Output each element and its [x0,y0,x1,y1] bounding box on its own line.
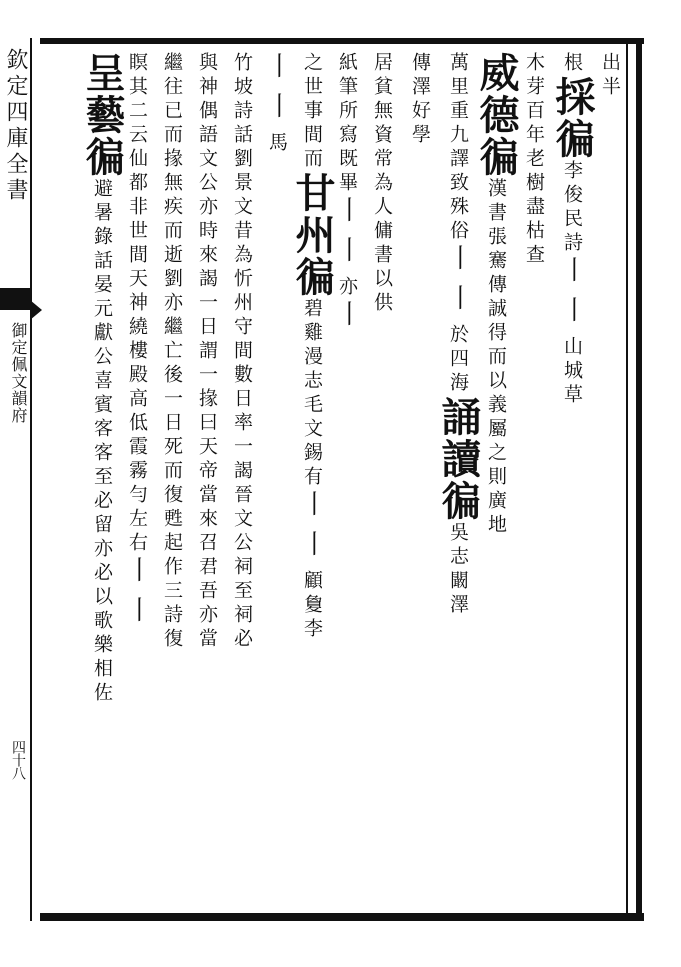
repeat-mark: 丨丨 [122,556,152,636]
headword: 徧 [79,136,126,178]
headword: 讀 [435,438,482,480]
text-column [222,52,262,910]
text-column [435,52,482,910]
text-column [289,52,336,910]
note-text: 居貧無資常為人傭書以供 [371,52,393,316]
fishtail-block [0,288,30,310]
headword: 誦 [435,396,482,438]
text-column [117,52,157,910]
repeat-mark: 丨丨 [262,52,292,132]
margin-rule [30,38,32,921]
headword: 州 [289,214,336,256]
frame-right-border [636,38,642,921]
text-column [473,52,520,910]
note-text: 山城草 [561,336,583,408]
text-column [79,52,126,910]
text-column [257,52,297,910]
note-text: 木芽百年老樹盡枯查 [523,52,545,268]
headword: 採 [549,76,596,118]
note-text: 吳志闞澤 [447,522,469,618]
repeat-mark: 丨丨 [297,490,327,570]
note-text: 碧雞漫志毛文錫有 [301,298,323,490]
text-column [362,52,402,910]
note-text: 漢書張騫傳誠得而以義屬之則廣地 [485,178,507,538]
headword: 徧 [473,136,520,178]
note-text: 瞑其二云仙都非世間天神繞樓殿高低霞霧勻左右 [126,52,148,556]
headword: 藝 [79,94,126,136]
frame-bottom-border [40,913,644,921]
text-column [400,52,440,910]
margin-book-title: 御定佩文韻府 [9,322,28,424]
note-text: 繼往已而掾無疾而逝劉亦繼亡後一日死而復甦起作三詩復 [161,52,183,652]
margin-title: 欽定四庫全書 [3,48,28,204]
note-text: 避暑錄話晏元獻公喜賓客客至必留亦必以歌樂相佐 [91,178,113,706]
note-text: 馬 [266,132,288,156]
headword: 徧 [289,256,336,298]
fishtail-notch [30,300,42,320]
note-text: 之世事間而 [301,52,323,172]
note-text: 萬里重九譯致殊俗 [447,52,469,244]
note-text: 與神偶語文公亦時來謁一日謂一掾曰天帝當來召君吾亦當 [196,52,218,652]
repeat-mark: 丨 [332,300,362,340]
note-text: 亦 [336,276,358,300]
repeat-mark: 丨丨 [443,244,473,324]
note-text: 出半 [599,52,621,100]
note-text: 根 [561,52,583,76]
note-text: 李俊民詩 [561,160,583,256]
repeat-mark: 丨丨 [332,196,362,276]
text-column [514,52,554,910]
note-text: 傳澤好學 [409,52,431,148]
note-text: 顧敻李 [301,570,323,642]
text-column [152,52,192,910]
headword: 呈 [79,52,126,94]
headword: 威 [473,52,520,94]
repeat-mark: 丨丨 [557,256,587,336]
text-column [549,52,596,910]
note-text: 於四海 [447,324,469,396]
headword: 德 [473,94,520,136]
text-column [187,52,227,910]
headword: 甘 [289,172,336,214]
page-number: 四十八 [10,740,26,779]
note-text: 紙筆所寫既畢 [336,52,358,196]
headword: 徧 [435,480,482,522]
note-text: 竹坡詩話劉景文昔為忻州守間數日率一謁晉文公祠至祠必 [231,52,253,652]
headword: 徧 [549,118,596,160]
text-column [590,52,630,910]
frame-top-border [40,38,644,44]
